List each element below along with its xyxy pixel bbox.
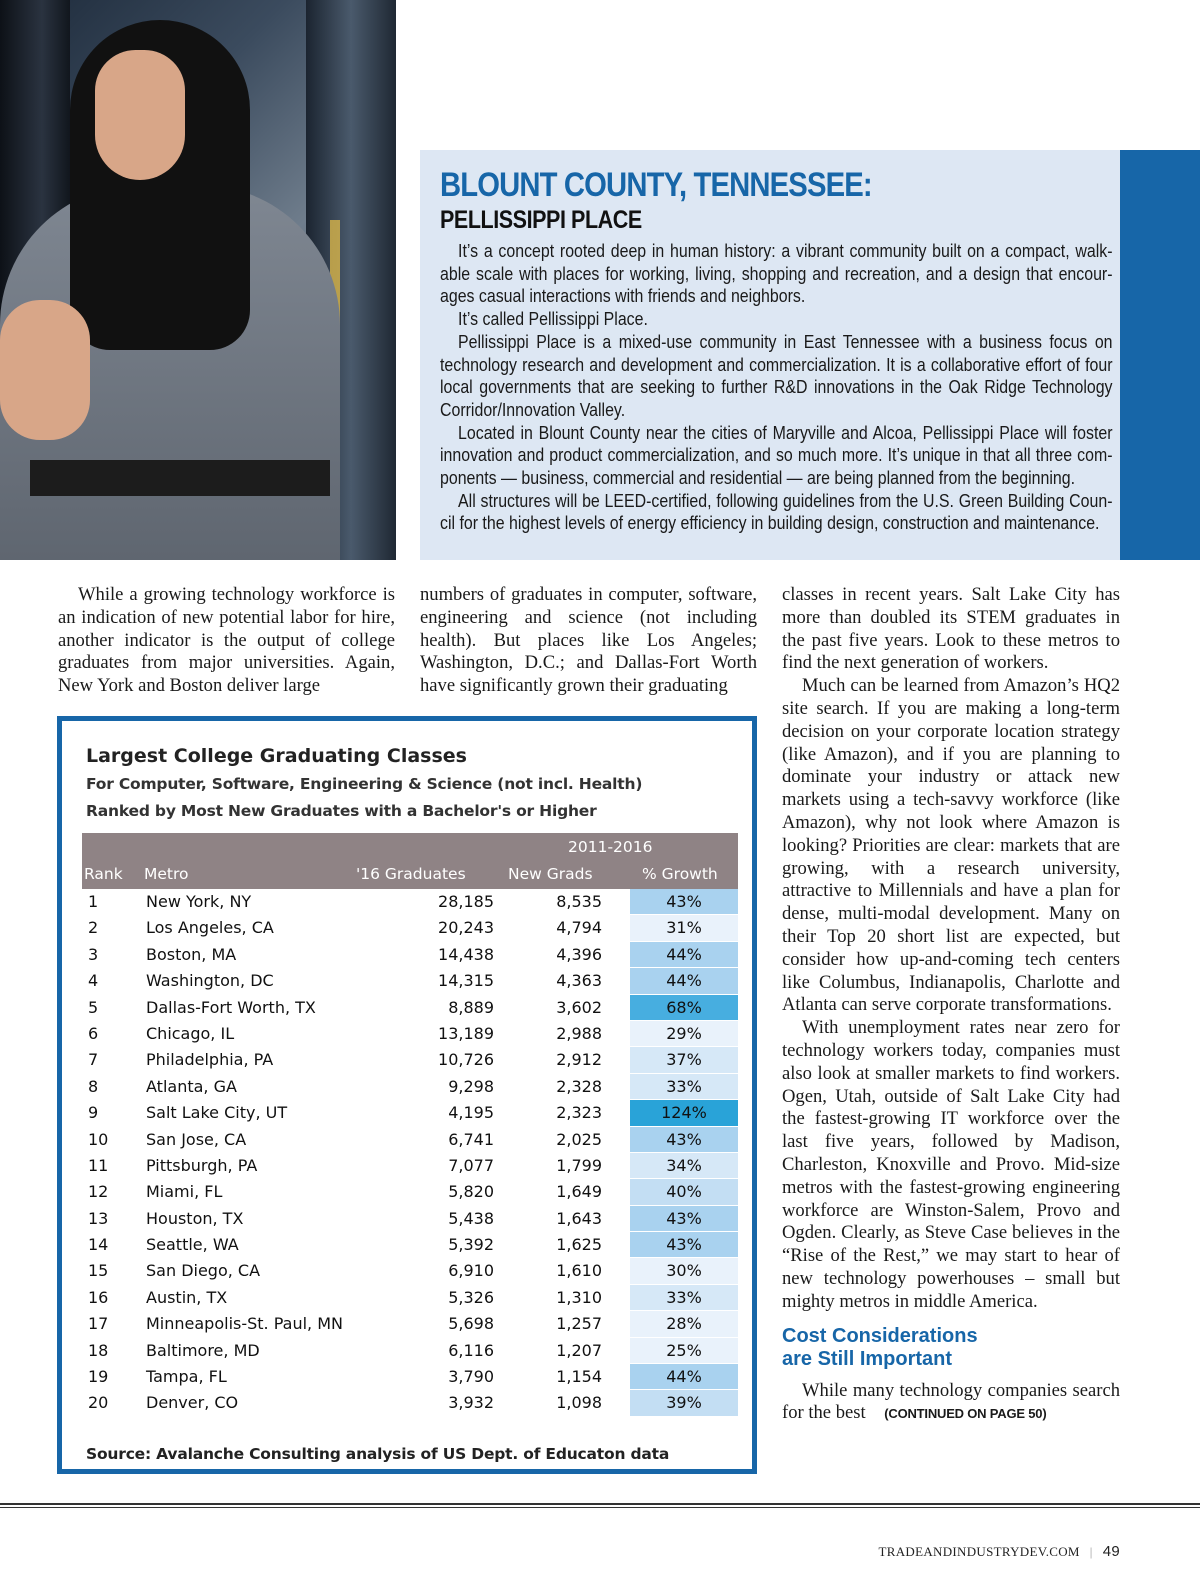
graduates-cell: 3,790: [448, 1367, 494, 1387]
sidebar-paragraph: It’s a concept rooted deep in human history: a vibrant community built on a compact, walkable scale with places for working, living, shopping and recreation, and a design that encourages casual interactions with friends and neighbors.: [440, 240, 1113, 307]
graduates-cell: 10,726: [438, 1050, 494, 1070]
rank-cell: 9: [88, 1103, 99, 1123]
rank-cell: 11: [88, 1155, 109, 1175]
sidebar-title: BLOUNT COUNTY, TENNESSEE:: [440, 166, 872, 204]
rank-cell: 8: [88, 1076, 99, 1096]
article-paragraph: Much can be learned from Amazon’s HQ2 site search. If you are making a long-term decision on your corporate location strategy (like Amazon), and if you are planning to dominate your industry or attack new markets using a tech-savvy workforce (like Amazon), why not look where Amazon is looking? Priorities are clear: markets that are growing, with a research university, attractive to Millennials and have a plan for dense, multi-modal development. Many on their Top 20 short list are expected, but consider how up-and-coming tech centers like Columbus, Indianapolis, Charlotte and Atlanta can serve corporate transformations.: [782, 675, 1120, 1016]
graduates-cell: 4,195: [448, 1103, 494, 1123]
rank-cell: 3: [88, 944, 99, 964]
rank-cell: 17: [88, 1314, 109, 1334]
table-row: [82, 1127, 738, 1153]
new-grads-cell: 2,323: [556, 1103, 602, 1123]
growth-cell: 28%: [630, 1311, 738, 1337]
table-row: [82, 1100, 738, 1126]
continued-note: (CONTINUED ON PAGE 50): [884, 1406, 1047, 1422]
graduates-table-box: [57, 716, 757, 1474]
growth-cell: 44%: [630, 1364, 738, 1390]
section-subhead: [782, 1325, 1120, 1371]
rank-cell: 5: [88, 997, 99, 1017]
rank-cell: 12: [88, 1182, 109, 1202]
metro-cell: San Diego, CA: [146, 1261, 261, 1281]
table-row: [82, 1206, 738, 1232]
rank-cell: 18: [88, 1340, 109, 1360]
metro-cell: New York, NY: [146, 892, 252, 911]
sidebar-subtitle: PELLISSIPPI PLACE: [440, 206, 642, 234]
new-grads-cell: 1,257: [556, 1314, 602, 1334]
growth-cell: 37%: [630, 1047, 738, 1073]
table-body: [82, 889, 738, 1417]
growth-cell: 31%: [630, 915, 738, 941]
graduates-cell: 9,298: [448, 1076, 494, 1096]
metro-cell: Boston, MA: [146, 944, 237, 964]
graduates-cell: 14,438: [438, 944, 494, 964]
growth-cell: 33%: [630, 1285, 738, 1311]
person-face: [95, 50, 185, 180]
new-grads-cell: 4,794: [556, 918, 602, 938]
growth-header: % Growth: [642, 865, 718, 883]
metro-cell: Atlanta, GA: [146, 1076, 237, 1096]
subhead-line: Cost Considerations: [782, 1324, 978, 1347]
growth-cell: 44%: [630, 968, 738, 994]
new-grads-cell: 1,643: [556, 1208, 602, 1228]
new-grads-cell: 2,988: [556, 1023, 602, 1043]
new-grads-cell: 1,310: [556, 1287, 602, 1307]
metro-cell: Salt Lake City, UT: [146, 1103, 288, 1123]
metro-cell: Miami, FL: [146, 1182, 223, 1202]
graduates-cell: 5,326: [448, 1287, 494, 1307]
accent-tab: [1120, 150, 1200, 560]
footer-site: TRADEANDINDUSTRYDEV.COM: [878, 1544, 1080, 1559]
table-row: [82, 1311, 738, 1337]
new-grads-cell: 4,363: [556, 971, 602, 991]
sidebar-box: [420, 150, 1120, 560]
rank-cell: 1: [88, 892, 99, 911]
new-grads-cell: 1,625: [556, 1235, 602, 1255]
sidebar-body: [440, 240, 1113, 535]
rank-cell: 10: [88, 1129, 109, 1149]
new-grads-cell: 4,396: [556, 944, 602, 964]
table-row: [82, 1285, 738, 1311]
period-header: 2011-2016: [568, 838, 653, 856]
metro-cell: San Jose, CA: [146, 1129, 247, 1149]
rank-cell: 6: [88, 1023, 99, 1043]
graduates-cell: 7,077: [448, 1155, 494, 1175]
new-grads-cell: 3,602: [556, 997, 602, 1017]
rank-cell: 19: [88, 1367, 109, 1387]
graduates-cell: 13,189: [438, 1023, 494, 1043]
article-paragraph: numbers of graduates in computer, software, engineering and science (not including health). But places like Los Angeles; Washington, D.C.; and Dallas-Fort Worth have significantly grown their graduating: [420, 584, 757, 697]
new-grads-cell: 2,912: [556, 1050, 602, 1070]
sidebar-paragraph: Located in Blount County near the cities of Maryville and Alcoa, Pellissippi Place will foster innovation and product commercialization, and so much more. It’s unique in that all three components — business, commercial and residential — are being planned from the beginning.: [440, 421, 1113, 489]
table-row: [82, 1338, 738, 1364]
rank-header: Rank: [84, 865, 123, 883]
metro-cell: Denver, CO: [146, 1393, 239, 1413]
paragraph-text: While many technology companies search for the best: [782, 1379, 1120, 1424]
new-grads-cell: 1,098: [556, 1393, 602, 1413]
new-grads-cell: 8,535: [556, 892, 602, 911]
metro-cell: Chicago, IL: [146, 1023, 235, 1043]
rank-cell: 13: [88, 1208, 109, 1228]
graduates-cell: 8,889: [448, 997, 494, 1017]
graduates-cell: 6,116: [448, 1340, 494, 1360]
graduates-cell: 5,438: [448, 1208, 494, 1228]
metro-cell: Dallas-Fort Worth, TX: [146, 997, 316, 1017]
metro-cell: Seattle, WA: [146, 1235, 239, 1255]
table-row: [82, 1021, 738, 1047]
graduates-cell: 3,932: [448, 1393, 494, 1413]
metro-cell: Los Angeles, CA: [146, 918, 274, 938]
table-source: Source: Avalanche Consulting analysis of US Dept. of Educaton data: [86, 1445, 670, 1463]
new-grads-cell: 1,207: [556, 1340, 602, 1360]
hero-photo: [0, 0, 396, 560]
metro-cell: Houston, TX: [146, 1208, 244, 1228]
person-belt: [30, 460, 330, 496]
new-grads-cell: 2,025: [556, 1129, 602, 1149]
article-paragraph: classes in recent years. Salt Lake City has more than doubled its STEM graduates in the past five years. Look to these metros to find the next generation of workers.: [782, 584, 1120, 674]
sidebar-paragraph: It’s called Pellissippi Place.: [458, 308, 648, 330]
growth-cell: 43%: [630, 1206, 738, 1232]
growth-cell: 43%: [630, 1232, 738, 1258]
page-footer: [878, 1543, 1120, 1560]
table-row: [82, 1153, 738, 1179]
footer-separator: |: [1089, 1544, 1093, 1559]
article-paragraph: [782, 1380, 1120, 1427]
growth-cell: 40%: [630, 1179, 738, 1205]
person-arm: [0, 300, 90, 440]
growth-cell: 39%: [630, 1390, 738, 1416]
graduates-cell: 5,698: [448, 1314, 494, 1334]
new-grads-cell: 2,328: [556, 1076, 602, 1096]
rank-cell: 2: [88, 918, 99, 938]
new-grads-cell: 1,154: [556, 1367, 602, 1387]
table-row: [82, 942, 738, 968]
graduates-cell: 5,392: [448, 1235, 494, 1255]
growth-cell: 29%: [630, 1021, 738, 1047]
table-row: [82, 968, 738, 994]
rank-cell: 14: [88, 1235, 109, 1255]
growth-cell: 43%: [630, 1127, 738, 1153]
growth-cell: 43%: [630, 889, 738, 915]
rank-cell: 20: [88, 1393, 109, 1413]
growth-cell: 124%: [630, 1100, 738, 1126]
growth-cell: 33%: [630, 1074, 738, 1100]
sidebar-paragraph: All structures will be LEED-certified, following guidelines from the U.S. Green Building Council for the highest levels of energy efficiency in building design, construction and maintenance.: [440, 489, 1113, 534]
graduates-cell: 6,741: [448, 1129, 494, 1149]
table-row: [82, 1074, 738, 1100]
graduates-cell: 14,315: [438, 971, 494, 991]
metro-cell: Minneapolis-St. Paul, MN: [146, 1314, 343, 1334]
growth-cell: 25%: [630, 1338, 738, 1364]
rank-cell: 16: [88, 1287, 109, 1307]
rank-cell: 4: [88, 971, 99, 991]
growth-cell: 44%: [630, 942, 738, 968]
new-grads-cell: 1,610: [556, 1261, 602, 1281]
table-title: Largest College Graduating Classes: [86, 745, 467, 767]
article-column-1: [58, 584, 395, 698]
metro-cell: Baltimore, MD: [146, 1340, 260, 1360]
graduates-cell: 6,910: [448, 1261, 494, 1281]
rank-cell: 15: [88, 1261, 109, 1281]
table-row: [82, 1390, 738, 1416]
subhead-line: are Still Important: [782, 1347, 953, 1370]
new-grads-cell: 1,799: [556, 1155, 602, 1175]
grads-header: '16 Graduates: [356, 865, 466, 883]
growth-cell: 30%: [630, 1258, 738, 1284]
sidebar-paragraph: Pellissippi Place is a mixed-use community in East Tennessee with a business focus on technology research and development and commercialization. It is a collaborative effort of four local governments that are seeking to further R&D innovations in the Oak Ridge Technology Corridor/Innovation Valley.: [440, 330, 1113, 420]
metro-cell: Washington, DC: [146, 971, 274, 991]
graduates-cell: 5,820: [448, 1182, 494, 1202]
rank-cell: 7: [88, 1050, 99, 1070]
new-grads-header: New Grads: [508, 865, 593, 883]
metro-cell: Austin, TX: [146, 1287, 228, 1307]
table-row: [82, 1232, 738, 1258]
table-row: [82, 995, 738, 1021]
table-row: [82, 915, 738, 941]
metro-cell: Pittsburgh, PA: [146, 1155, 258, 1175]
page-number: 49: [1102, 1543, 1120, 1560]
table-subtitle: For Computer, Software, Engineering & Science (not incl. Health): [86, 775, 643, 793]
new-grads-cell: 1,649: [556, 1182, 602, 1202]
table-header: [82, 833, 738, 889]
table-subtitle: Ranked by Most New Graduates with a Bachelor's or Higher: [86, 802, 597, 820]
table-row: [82, 889, 738, 915]
graduates-cell: 28,185: [438, 892, 494, 911]
graduates-cell: 20,243: [438, 918, 494, 938]
article-paragraph: While a growing technology workforce is an indication of new potential labor for hire, another indicator is the output of college graduates from major universities. Again, New York and Boston deliver large: [58, 584, 395, 697]
article-column-3: [782, 584, 1120, 1426]
table-row: [82, 1179, 738, 1205]
metro-header: Metro: [144, 865, 189, 883]
table-row: [82, 1258, 738, 1284]
article-column-2: [420, 584, 757, 698]
footer-rule: [0, 1503, 1200, 1505]
footer-rule: [0, 1507, 1200, 1508]
growth-cell: 34%: [630, 1153, 738, 1179]
table-row: [82, 1047, 738, 1073]
metro-cell: Tampa, FL: [146, 1367, 227, 1387]
metro-cell: Philadelphia, PA: [146, 1050, 274, 1070]
growth-cell: 68%: [630, 995, 738, 1021]
table-row: [82, 1364, 738, 1390]
article-paragraph: With unemployment rates near zero for technology workers today, companies must also look at smaller markets to find workers. Ogen, Utah, outside of Salt Lake City had the fastest-growing IT workforce over the last five years, followed by Madison, Charleston, Knoxville and Provo. Mid-size metros with the fastest-growing engineering workforce are Winston-Salem, Provo and Ogden. Clearly, as Steve Case believes in the “Rise of the Rest,” we may start to hear of new technology powerhouses – small but mighty metros in middle America.: [782, 1017, 1120, 1312]
